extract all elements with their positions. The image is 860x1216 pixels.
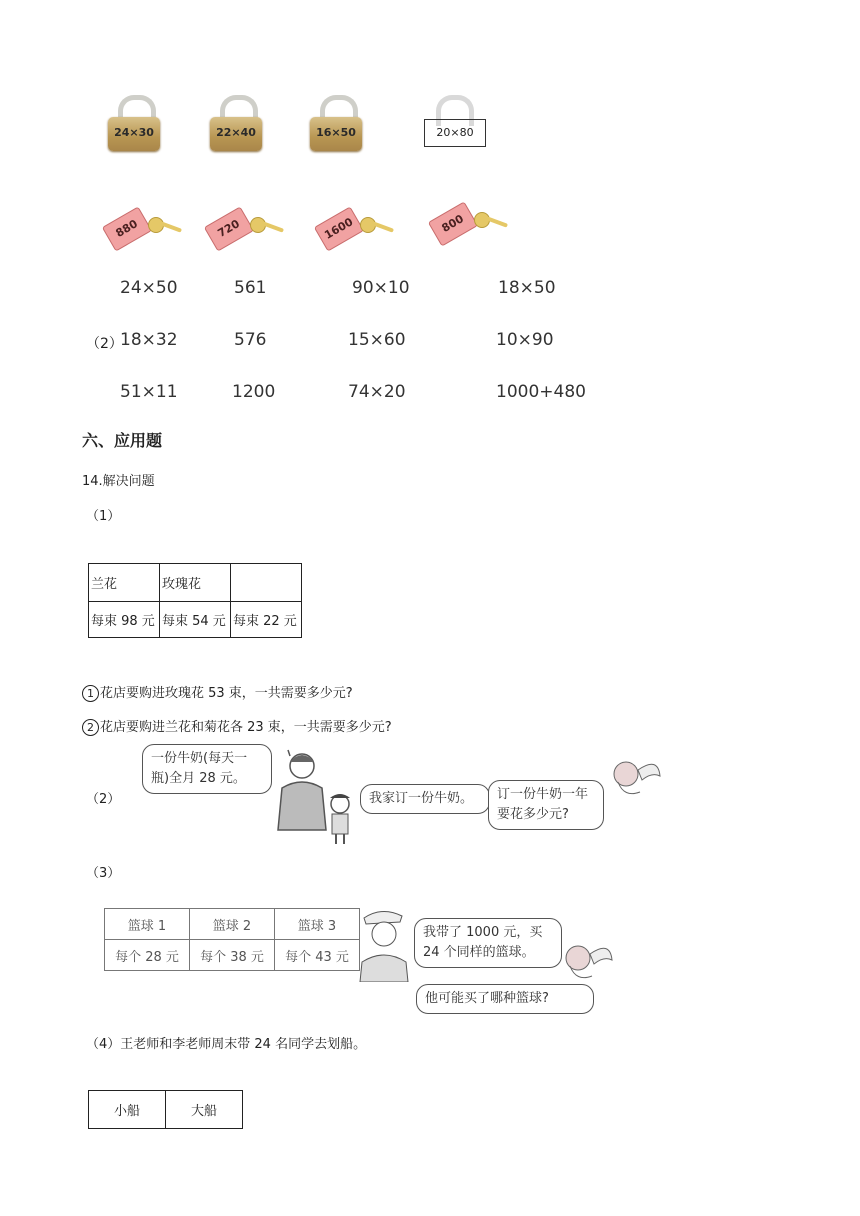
lock-label: 20×80 bbox=[424, 119, 486, 147]
problem-title: 14.解决问题 bbox=[82, 474, 155, 489]
key-2 bbox=[206, 205, 286, 255]
table-cell: 每束 54 元 bbox=[160, 602, 231, 638]
table-cell: 每个 43 元 bbox=[275, 940, 360, 971]
table-cell: 大船 bbox=[166, 1091, 243, 1129]
table-cell: 篮球 3 bbox=[275, 909, 360, 940]
table-cell: 兰花 bbox=[89, 564, 160, 602]
question-text: （4）王老师和李老师周末带 24 名同学去划船。 bbox=[86, 1037, 367, 1052]
question-text: 花店要购进兰花和菊花各 23 束，一共需要多少元? bbox=[100, 720, 392, 735]
expr: 18×50 bbox=[498, 278, 556, 298]
key-4 bbox=[430, 200, 510, 250]
question-2 bbox=[82, 716, 392, 736]
key-label: 880 bbox=[113, 217, 140, 240]
key-label: 720 bbox=[215, 217, 242, 240]
question-1 bbox=[82, 682, 353, 702]
lock-3 bbox=[310, 95, 362, 153]
lock-2 bbox=[210, 95, 262, 153]
angel-figure bbox=[556, 936, 616, 986]
speech-bubble: 订一份牛奶一年要花多少元? bbox=[488, 780, 604, 830]
lock-label: 16×50 bbox=[316, 126, 356, 139]
flower-price-table bbox=[88, 563, 302, 638]
boat-table bbox=[88, 1090, 243, 1129]
expr: 561 bbox=[234, 278, 267, 298]
part-label: （2） bbox=[86, 336, 123, 352]
part-label: （3） bbox=[86, 866, 121, 881]
table-cell: 玫瑰花 bbox=[160, 564, 231, 602]
expr: 24×50 bbox=[120, 278, 178, 298]
key-label: 800 bbox=[439, 212, 466, 235]
part-label: （2） bbox=[86, 792, 121, 807]
table-cell: 每个 28 元 bbox=[105, 940, 190, 971]
expr: 74×20 bbox=[348, 382, 406, 402]
expr: 18×32 bbox=[120, 330, 178, 350]
speech-bubble: 他可能买了哪种篮球? bbox=[416, 984, 594, 1014]
section-title: 六、应用题 bbox=[82, 431, 163, 450]
expr: 51×11 bbox=[120, 382, 178, 402]
table-cell: 篮球 2 bbox=[190, 909, 275, 940]
expr: 1000+480 bbox=[496, 382, 586, 402]
table-cell bbox=[231, 564, 302, 602]
question-text: 花店要购进玫瑰花 53 束，一共需要多少元? bbox=[100, 686, 353, 701]
part-label: （1） bbox=[86, 509, 121, 524]
speech-bubble: 我家订一份牛奶。 bbox=[360, 784, 490, 814]
lock-label: 24×30 bbox=[114, 126, 154, 139]
table-cell: 小船 bbox=[89, 1091, 166, 1129]
lock-label: 22×40 bbox=[216, 126, 256, 139]
lock-4 bbox=[424, 95, 486, 153]
expr: 576 bbox=[234, 330, 267, 350]
expr: 15×60 bbox=[348, 330, 406, 350]
angel-figure bbox=[604, 752, 664, 802]
lock-1 bbox=[108, 95, 160, 153]
table-cell: 每束 98 元 bbox=[89, 602, 160, 638]
table-cell: 每个 38 元 bbox=[190, 940, 275, 971]
expr: 1200 bbox=[232, 382, 276, 402]
expr: 10×90 bbox=[496, 330, 554, 350]
speech-bubble: 我带了 1000 元，买 24 个同样的篮球。 bbox=[414, 918, 562, 968]
man-figure bbox=[356, 906, 416, 982]
key-label: 1600 bbox=[322, 215, 356, 242]
circled-number: 2 bbox=[82, 719, 99, 736]
key-3 bbox=[316, 205, 396, 255]
basketball-price-table bbox=[104, 908, 360, 971]
table-cell: 每束 22 元 bbox=[231, 602, 302, 638]
speech-bubble: 一份牛奶(每天一瓶)全月 28 元。 bbox=[142, 744, 272, 794]
table-cell: 篮球 1 bbox=[105, 909, 190, 940]
expr: 90×10 bbox=[352, 278, 410, 298]
mother-child-figure bbox=[270, 748, 370, 848]
key-1 bbox=[104, 205, 184, 255]
circled-number: 1 bbox=[82, 685, 99, 702]
